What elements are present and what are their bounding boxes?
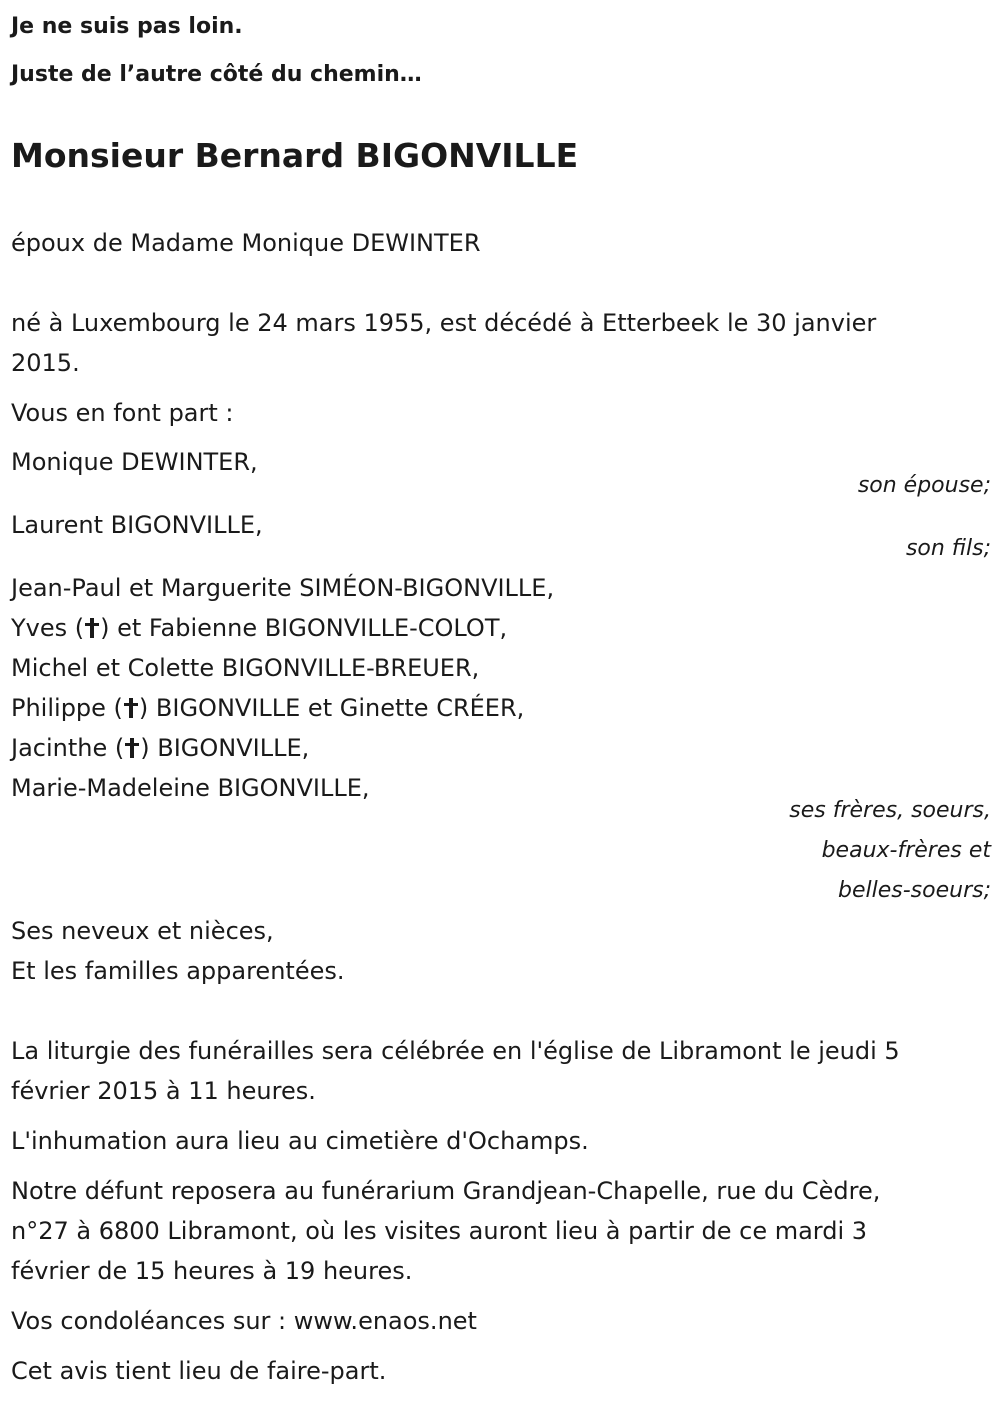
birth-death-line-1: né à Luxembourg le 24 mars 1955, est décédé à Etterbeek le 30 janvier — [11, 309, 877, 337]
sibling-line: Jacinthe ( ) BIGONVILLE, — [11, 734, 310, 762]
rest-line-1: Notre défunt reposera au funérarium Grandjean-Chapelle, rue du Cèdre, — [11, 1177, 881, 1205]
extended-family-line-1: Ses neveux et nièces, — [11, 917, 274, 945]
sibling-line: Marie-Madeleine BIGONVILLE, — [11, 774, 370, 802]
siblings-role-line-1: ses frères, soeurs, — [789, 798, 991, 823]
spouse-line: époux de Madame Monique DEWINTER — [11, 229, 481, 257]
extended-family-line-2: Et les familles apparentées. — [11, 957, 345, 985]
siblings-role-line-3: belles-soeurs; — [838, 878, 991, 903]
quote-line-1: Je ne suis pas loin. — [11, 14, 243, 39]
liturgy-line-1: La liturgie des funérailles sera célébrée en l'église de Libramont le jeudi 5 — [11, 1037, 900, 1065]
deceased-name: Monsieur Bernard BIGONVILLE — [11, 136, 579, 175]
spouse-name: Monique DEWINTER, — [11, 448, 258, 476]
sibling-line: Yves ( ) et Fabienne BIGONVILLE-COLOT, — [11, 614, 508, 642]
condolences-line: Vos condoléances sur : www.enaos.net — [11, 1307, 477, 1335]
deceased-cross-icon — [125, 738, 139, 758]
spouse-role: son épouse; — [857, 473, 991, 498]
quote-line-2: Juste de l’autre côté du chemin… — [11, 62, 422, 87]
rest-line-2: n°27 à 6800 Libramont, où les visites auront lieu à partir de ce mardi 3 — [11, 1217, 868, 1245]
liturgy-line-2: février 2015 à 11 heures. — [11, 1077, 316, 1105]
sibling-line: Philippe ( ) BIGONVILLE et Ginette CRÉER, — [11, 694, 525, 722]
son-role: son fils; — [905, 536, 991, 561]
deceased-cross-icon — [124, 698, 138, 718]
sibling-line: Michel et Colette BIGONVILLE-BREUER, — [11, 654, 480, 682]
notice-line: Cet avis tient lieu de faire-part. — [11, 1357, 387, 1385]
birth-death-line-2: 2015. — [11, 349, 80, 377]
siblings-role-line-2: beaux-frères et — [821, 838, 991, 863]
son-name: Laurent BIGONVILLE, — [11, 511, 263, 539]
sibling-line: Jean-Paul et Marguerite SIMÉON-BIGONVILLE, — [11, 574, 555, 602]
announcement-intro: Vous en font part : — [11, 399, 234, 427]
deceased-cross-icon — [85, 618, 99, 638]
rest-line-3: février de 15 heures à 19 heures. — [11, 1257, 413, 1285]
burial-line: L'inhumation aura lieu au cimetière d'Ochamps. — [11, 1127, 589, 1155]
